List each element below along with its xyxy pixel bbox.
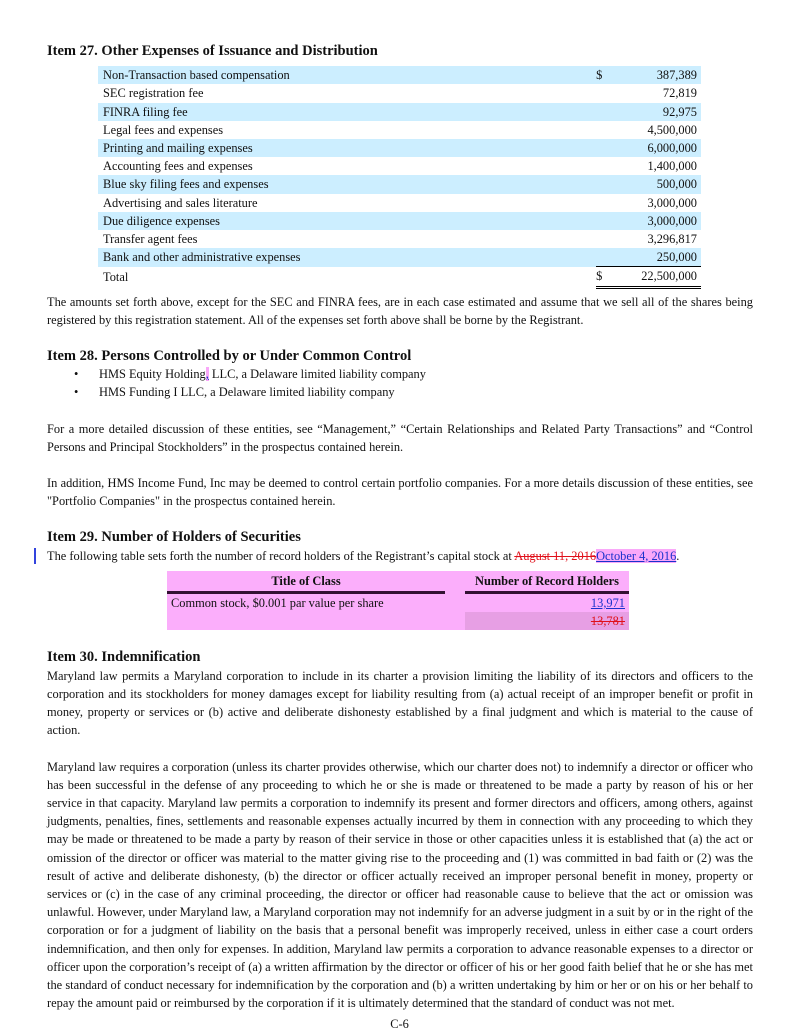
expense-label: Bank and other administrative expenses: [98, 248, 596, 267]
table-row: [98, 121, 701, 139]
table-row: [98, 103, 701, 121]
page-number: C-6: [390, 1017, 409, 1031]
empty-cell: [167, 612, 445, 630]
table-row: [98, 212, 701, 230]
item27-heading: Item 27. Other Expenses of Issuance and Distribution: [47, 43, 378, 59]
expense-label: Accounting fees and expenses: [103, 159, 253, 174]
deleted-holders-value: 13,781: [590, 614, 625, 629]
change-bar-marker: [34, 548, 36, 564]
table-row: [98, 139, 701, 157]
deleted-holders-cell: [465, 612, 629, 630]
expense-amount: 4,500,000: [647, 122, 697, 137]
expense-amount: 6,000,000: [610, 139, 701, 157]
item28-para1: For a more detailed discussion of these entities, see “Management,” “Certain Relationships and Related Party Transactions” and “Control Persons and Principal Stockholders” in the prospectus contained herein.: [47, 421, 753, 454]
currency-symbol: [596, 121, 610, 139]
total-row: [98, 267, 701, 287]
intro-text: The following table sets forth the number of record holders of the Registrant’s capital stock at: [47, 548, 515, 563]
currency-symbol: [596, 194, 610, 212]
item28-para2: In addition, HMS Income Fund, Inc may be deemed to control certain portfolio companies. For a more details discussion of these entities, see "Portfolio Companies" in the prospectus contained herein.: [47, 476, 753, 509]
controlled-entities-list: [47, 365, 753, 401]
table-row: [167, 593, 629, 613]
item30-heading: Item 30. Indemnification: [47, 649, 201, 666]
spacer: [445, 593, 465, 613]
table-row: [98, 194, 701, 212]
expense-amount: 72,819: [662, 86, 697, 101]
item28-heading: Item 28. Persons Controlled by or Under Common Control: [47, 348, 412, 365]
item30-para1: Maryland law permits a Maryland corporation to include in its charter a provision limiting the liability of its directors and officers to the corporation and its stockholders for money damages except for liability resulting from (a) actual receipt of an improper benefit or profit in money, property or services or (b) active and deliberate dishonesty established by a final judgment and which is material to the cause of action.: [47, 668, 753, 738]
bullet1-text-rest: LLC, a Delaware limited liability company: [208, 367, 426, 382]
expense-label: Non-Transaction based compensation: [98, 66, 596, 84]
inserted-date: October 4, 2016: [596, 548, 677, 563]
spacer: [445, 612, 465, 630]
expense-amount: 3,296,817: [647, 232, 697, 247]
item29-heading: Item 29. Number of Holders of Securities: [47, 529, 301, 546]
deleted-date: August 11, 2016: [514, 548, 597, 563]
table-row: [98, 84, 701, 102]
inserted-holders-value: 13,971: [590, 596, 625, 611]
class-label: Common stock, $0.001 par value per share: [171, 596, 384, 611]
expense-label: FINRA filing fee: [98, 103, 596, 121]
col-title-of-class: Title of Class: [167, 571, 445, 593]
currency-symbol: [596, 103, 610, 121]
item27-note: The amounts set forth above, except for the SEC and FINRA fees, are in each case estimated and assume that we sell all of the shares being registered by this registration statement. All of the expenses set forth above shall be borne by the Registrant.: [47, 294, 753, 327]
table-row: [167, 612, 629, 630]
currency-symbol: [596, 230, 610, 248]
currency-symbol: [596, 84, 610, 102]
expense-label: Advertising and sales literature: [103, 195, 258, 210]
expense-amount: 1,400,000: [647, 159, 697, 174]
record-holders-table: [167, 571, 629, 631]
expense-label: Due diligence expenses: [98, 212, 596, 230]
table-row: [98, 230, 701, 248]
expense-label: Legal fees and expenses: [103, 122, 224, 137]
total-amount: 22,500,000: [610, 267, 701, 287]
currency-symbol: [596, 248, 610, 267]
expense-label: Printing and mailing expenses: [98, 139, 596, 157]
currency-symbol: [596, 175, 610, 193]
expense-label: SEC registration fee: [103, 86, 204, 101]
currency-symbol: [596, 139, 610, 157]
expense-amount: 3,000,000: [610, 212, 701, 230]
bullet2-text: HMS Funding I LLC, a Delaware limited liability company: [99, 385, 395, 400]
table-row: [98, 248, 701, 267]
spacer: [445, 571, 465, 593]
item29-intro: [47, 547, 753, 565]
total-label: Total: [103, 269, 129, 284]
holders-cell: [465, 593, 629, 613]
expense-amount: 250,000: [610, 248, 701, 267]
currency-symbol: [596, 212, 610, 230]
table-row: [98, 66, 701, 84]
currency-symbol: $: [596, 66, 610, 84]
currency-symbol: [596, 157, 610, 175]
bullet1-text: HMS Equity Holding: [99, 367, 206, 382]
currency-symbol: $: [596, 267, 610, 287]
intro-period: .: [676, 548, 680, 563]
item30-para2: Maryland law requires a corporation (unless its charter provides otherwise, which our charter does not) to indemnify a director or officer who has been successful in the defense of any proceeding to which he or she is made or threatened to be made a party by reason of his or her service in that capacity. Maryland law permits a corporation to indemnify its present and former directors and officers, among others, against judgments, penalties, fines, settlements and reasonable expenses actually incurred by them in connection with any proceeding to which they may be made or threatened to be made a party by reason of their service in those or other capacities unless it is established that (a) the act or omission of the director or officer was material to the matter giving rise to the proceeding and (1) was committed in bad faith or (2) was the result of active and deliberate dishonesty, (b) the director or officer actually received an improper personal benefit in money, property or services or (c) in the case of any criminal proceeding, the director or officer had reasonable cause to believe that the act or omission was unlawful. However, under Maryland law, a Maryland corporation may not indemnify for an adverse judgment in a suit by or in the right of the corporation or for a judgment of liability on the basis that a personal benefit was improperly received, unless in either case a court orders indemnification, and then only for expenses. In addition, Maryland law permits a corporation to advance reasonable expenses to a director or officer upon the corporation’s receipt of (a) a written affirmation by the director or officer of his or her good faith belief that he or she has met the standard of conduct necessary for indemnification by the corporation and (b) a written undertaking by him or her or on his or her behalf to repay the amount paid or reimbursed by the corporation if it is ultimately determined that the standard of conduct was not met.: [47, 759, 753, 1011]
expense-amount: 387,389: [610, 66, 701, 84]
expense-amount: 92,975: [610, 103, 701, 121]
table-row: [98, 157, 701, 175]
expenses-table: [98, 66, 701, 288]
expense-label: Blue sky filing fees and expenses: [98, 175, 596, 193]
table-row: [98, 175, 701, 193]
col-number-of-holders: Number of Record Holders: [465, 571, 629, 593]
expense-amount: 3,000,000: [647, 195, 697, 210]
list-item: [74, 383, 753, 401]
expense-amount: 500,000: [610, 175, 701, 193]
document-page: [47, 42, 753, 1012]
list-item: [74, 365, 753, 383]
inserted-text: ,: [205, 367, 209, 382]
expense-label: Transfer agent fees: [103, 232, 198, 247]
